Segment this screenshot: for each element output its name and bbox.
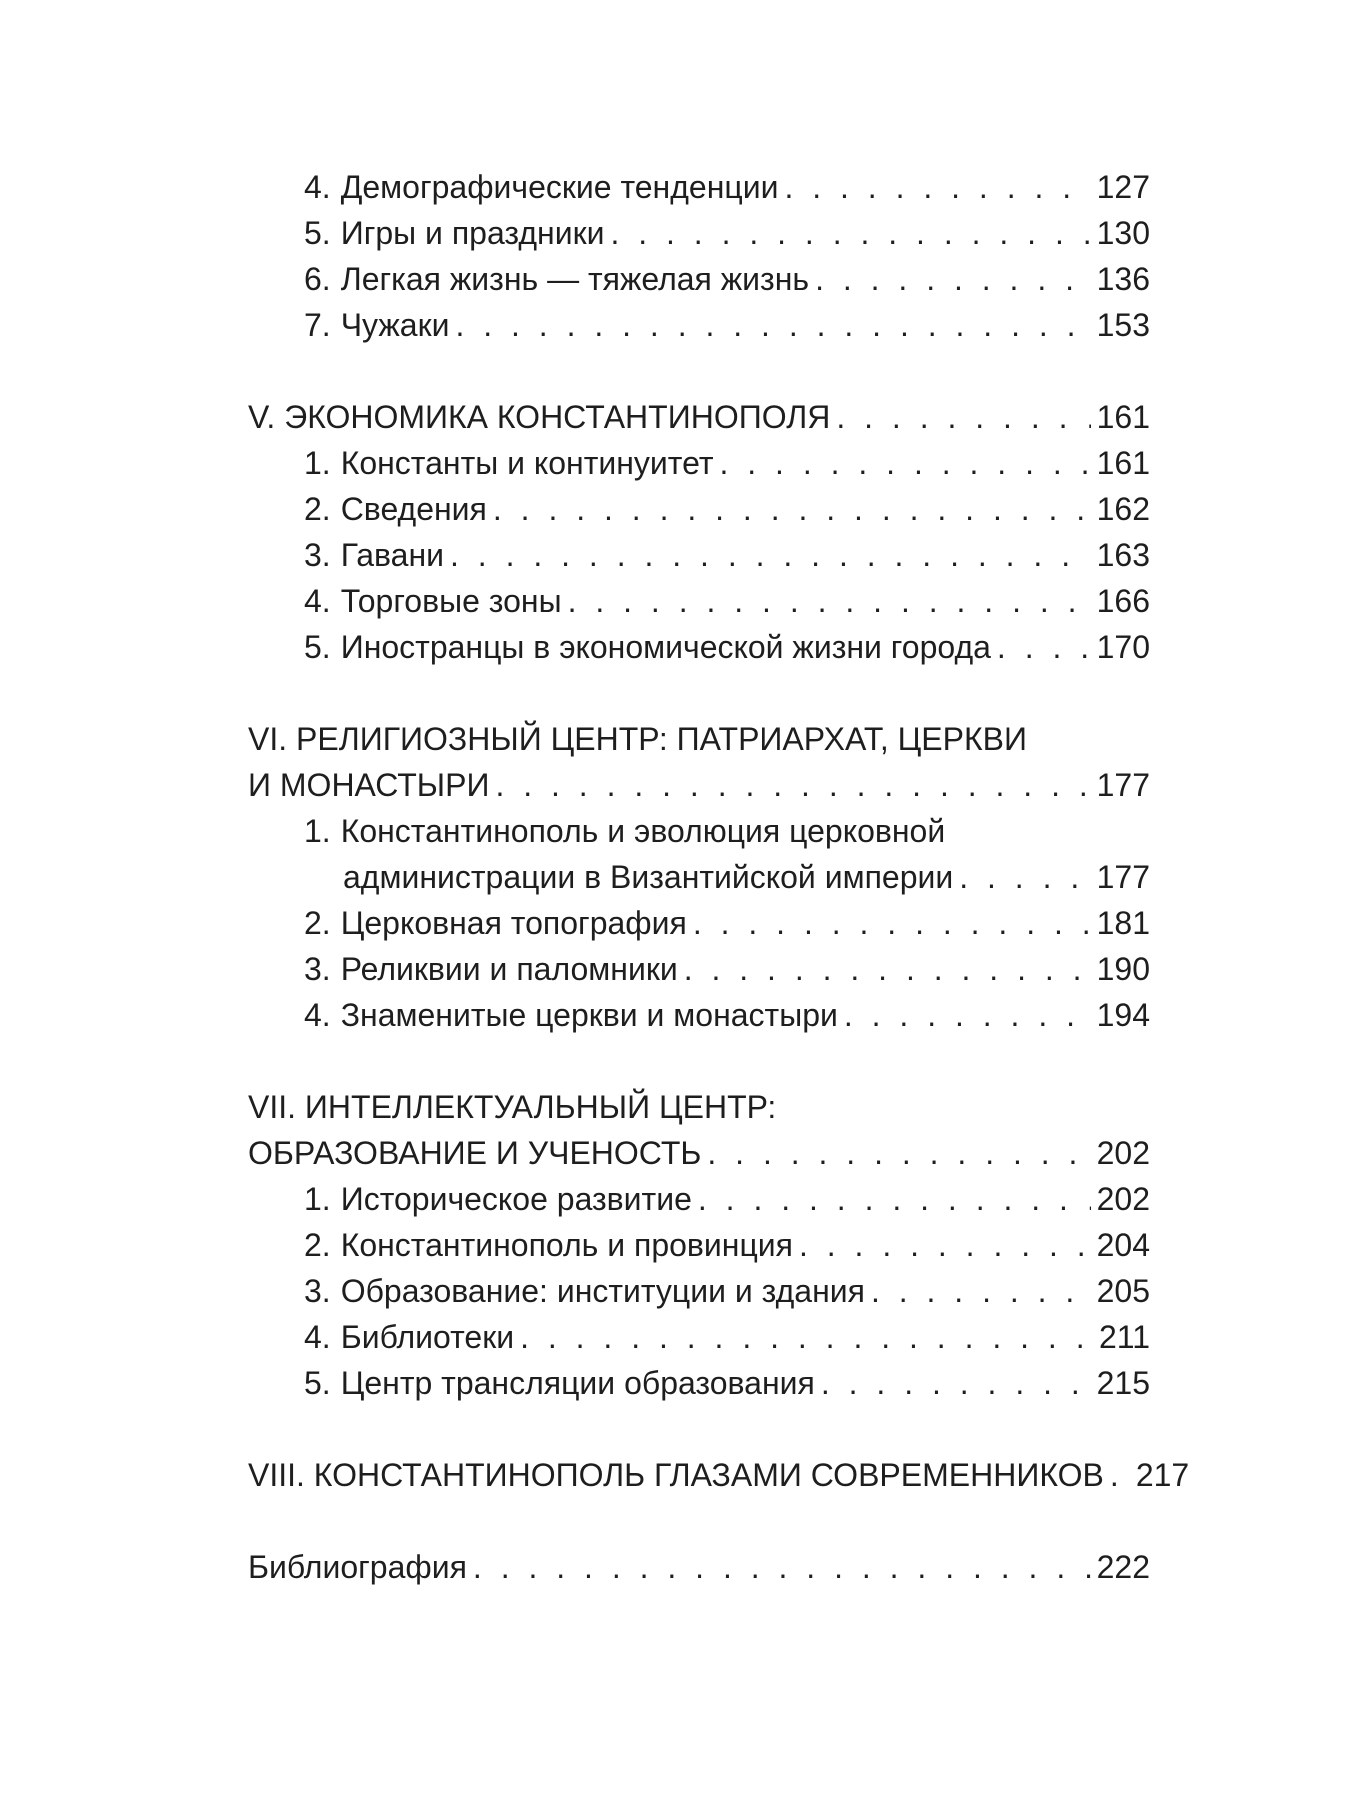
toc-entry[interactable] <box>248 992 1150 1038</box>
entry-number: 3. <box>304 1273 331 1309</box>
chapter-title-cont: ОБРАЗОВАНИЕ И УЧЕНОСТЬ <box>248 1135 702 1171</box>
page-number: 190 <box>1096 951 1150 987</box>
toc-entry[interactable] <box>248 164 1150 210</box>
entry-number: 3. <box>304 537 331 573</box>
entry-title: Чужаки <box>340 307 450 343</box>
entry-number: 4. <box>304 997 331 1033</box>
page-number: 215 <box>1096 1365 1150 1401</box>
toc-chapter[interactable] <box>248 1130 1150 1176</box>
toc-entry[interactable] <box>248 1222 1150 1268</box>
toc-chapter[interactable] <box>248 1452 1190 1498</box>
entry-number: 3. <box>304 951 331 987</box>
entry-title-cont: администрации в Византийской империи <box>343 859 954 895</box>
dot-leader <box>997 624 1091 670</box>
entry-number: 5. <box>304 1365 331 1401</box>
entry-title: Гавани <box>340 537 444 573</box>
page-number: 222 <box>1096 1549 1150 1585</box>
dot-leader <box>871 1268 1091 1314</box>
toc-entry[interactable] <box>248 1176 1150 1222</box>
toc-entry[interactable] <box>248 1360 1150 1406</box>
toc-entry-line1[interactable] <box>248 808 1150 854</box>
dot-leader <box>568 578 1091 624</box>
page-number: 153 <box>1096 307 1150 343</box>
entry-title: Легкая жизнь — тяжелая жизнь <box>340 261 810 297</box>
page-number: 194 <box>1096 997 1150 1033</box>
entry-number: 7. <box>304 307 331 343</box>
toc-chapter[interactable] <box>248 394 1150 440</box>
entry-number: 5. <box>304 215 331 251</box>
dot-leader <box>815 256 1091 302</box>
toc-entry[interactable] <box>248 440 1150 486</box>
entry-number: 6. <box>304 261 331 297</box>
entry-number: 4. <box>304 1319 331 1355</box>
dot-leader <box>707 1130 1090 1176</box>
section-gap <box>248 670 1150 716</box>
toc-entry[interactable] <box>248 900 1150 946</box>
dot-leader <box>520 1314 1093 1360</box>
toc-entry[interactable] <box>248 302 1150 348</box>
toc-entry[interactable] <box>248 1268 1150 1314</box>
entry-title: Константинополь и провинция <box>340 1227 793 1263</box>
entry-number: 2. <box>304 905 331 941</box>
entry-number: 2. <box>304 491 331 527</box>
page-number: 163 <box>1096 537 1150 573</box>
toc-entry[interactable] <box>248 532 1150 578</box>
toc-entry[interactable] <box>248 210 1150 256</box>
chapter-title: VII. ИНТЕЛЛЕКТУАЛЬНЫЙ ЦЕНТР: <box>248 1089 777 1125</box>
entry-title: Образование: институции и здания <box>340 1273 865 1309</box>
toc-chapter[interactable] <box>248 762 1150 808</box>
entry-title: Библиотеки <box>340 1319 515 1355</box>
entry-title: Константинополь и эволюция церковной <box>340 813 946 849</box>
page-number: 177 <box>1096 767 1150 803</box>
page-number: 161 <box>1096 445 1150 481</box>
entry-number: 4. <box>304 169 331 205</box>
chapter-title-cont: И МОНАСТЫРИ <box>248 767 490 803</box>
dot-leader <box>836 394 1090 440</box>
entry-title: Торговые зоны <box>340 583 562 619</box>
dot-leader <box>698 1176 1091 1222</box>
table-of-contents <box>248 164 1190 1590</box>
page-number: 217 <box>1135 1457 1190 1493</box>
entry-number: 1. <box>304 813 331 849</box>
page-number: 181 <box>1096 905 1150 941</box>
chapter-title: VIII. КОНСТАНТИНОПОЛЬ ГЛАЗАМИ СОВРЕМЕННИКОВ <box>248 1457 1104 1493</box>
dot-leader <box>610 210 1090 256</box>
page-number: 205 <box>1096 1273 1150 1309</box>
dot-leader <box>799 1222 1091 1268</box>
section-gap <box>248 348 1150 394</box>
entry-number: 1. <box>304 1181 331 1217</box>
entry-title: Демографические тенденции <box>340 169 779 205</box>
dot-leader <box>684 946 1091 992</box>
entry-number: 2. <box>304 1227 331 1263</box>
entry-title: Константы и континуитет <box>340 445 714 481</box>
page-number: 162 <box>1096 491 1150 527</box>
section-gap <box>248 1038 1150 1084</box>
entry-number: 1. <box>304 445 331 481</box>
dot-leader <box>450 532 1091 578</box>
dot-leader <box>844 992 1091 1038</box>
dot-leader <box>493 486 1091 532</box>
page-number: 127 <box>1096 169 1150 205</box>
page-number: 170 <box>1096 629 1150 665</box>
dot-leader <box>1110 1452 1130 1498</box>
page-number: 130 <box>1096 215 1150 251</box>
toc-chapter-line1[interactable] <box>248 716 1150 762</box>
page-number: 211 <box>1098 1319 1150 1355</box>
dot-leader <box>473 1544 1091 1590</box>
toc-entry[interactable] <box>248 578 1150 624</box>
toc-entry[interactable] <box>248 1314 1150 1360</box>
toc-entry[interactable] <box>248 486 1150 532</box>
chapter-title: VI. РЕЛИГИОЗНЫЙ ЦЕНТР: ПАТРИАРХАТ, ЦЕРКВИ <box>248 721 1027 757</box>
dot-leader <box>821 1360 1091 1406</box>
toc-bibliography[interactable] <box>248 1544 1150 1590</box>
section-gap <box>248 1406 1150 1452</box>
entry-title: Реликвии и паломники <box>340 951 678 987</box>
entry-title: Церковная топография <box>340 905 687 941</box>
entry-title: Игры и праздники <box>340 215 605 251</box>
page-number: 166 <box>1096 583 1150 619</box>
entry-number: 4. <box>304 583 331 619</box>
dot-leader <box>693 900 1091 946</box>
page-number: 204 <box>1096 1227 1150 1263</box>
page-number: 177 <box>1096 859 1150 895</box>
page-number: 202 <box>1096 1135 1150 1171</box>
entry-title: Знаменитые церкви и монастыри <box>340 997 838 1033</box>
entry-title: Иностранцы в экономической жизни города <box>340 629 991 665</box>
dot-leader <box>495 762 1090 808</box>
page-number: 202 <box>1096 1181 1150 1217</box>
page-number: 136 <box>1096 261 1150 297</box>
section-gap <box>248 1498 1150 1544</box>
entry-number: 5. <box>304 629 331 665</box>
chapter-title: V. ЭКОНОМИКА КОНСТАНТИНОПОЛЯ <box>248 399 831 435</box>
bibliography-title: Библиография <box>248 1549 467 1585</box>
page-number: 161 <box>1096 399 1150 435</box>
toc-entry[interactable] <box>248 946 1150 992</box>
dot-leader <box>719 440 1090 486</box>
entry-title: Сведения <box>340 491 487 527</box>
toc-entry[interactable] <box>248 624 1150 670</box>
dot-leader <box>959 854 1090 900</box>
entry-title: Историческое развитие <box>340 1181 692 1217</box>
toc-entry[interactable] <box>248 256 1150 302</box>
entry-title: Центр трансляции образования <box>340 1365 815 1401</box>
toc-chapter-line1[interactable] <box>248 1084 1150 1130</box>
toc-entry[interactable] <box>248 854 1150 900</box>
dot-leader <box>455 302 1090 348</box>
dot-leader <box>784 164 1090 210</box>
